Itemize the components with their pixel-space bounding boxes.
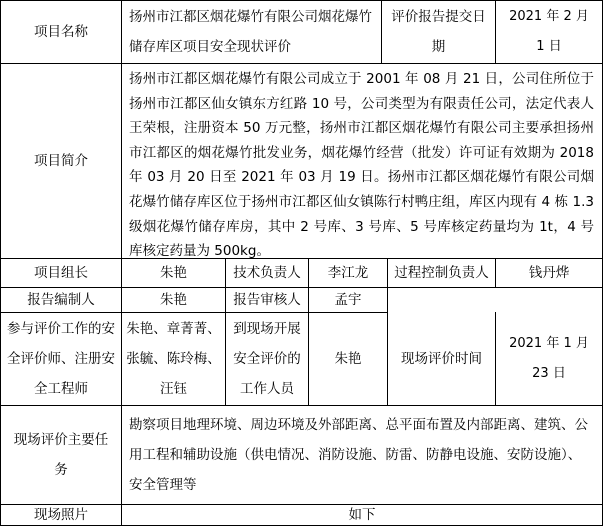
photos-value: 如下 bbox=[348, 507, 376, 523]
photos-label: 现场照片 bbox=[34, 507, 88, 523]
onsite-staff-value: 朱艳 bbox=[334, 351, 362, 367]
process-value: 钱丹烨 bbox=[528, 265, 570, 281]
leader-label: 项目组长 bbox=[34, 265, 88, 281]
project-name-label: 项目名称 bbox=[34, 24, 88, 40]
intro-text: 扬州市江都区烟花爆竹有限公司成立于 2001 年 08 月 21 日，公司住所位于扬州市江都区仙女镇东方红路 10 号，公司类型为有限责任公司，法定代表人王荣根，注册资本 50 万元整，扬州市江都区烟花爆竹有限公司主要承担扬州市江都区的烟花爆竹批发业务，烟花爆竹经营（批发）许可证有效期为 2018 年 03 月 20 日至 2021 年 03 月 19 日。扬州市江都区烟花爆竹有限公司烟花爆竹储存库区位于扬州市江都区仙女镇陈行村鸭庄组，库区内现有 4 栋 1.3 级烟花爆竹储存库房，其中 2 号库、3 号库、5 号库核定药量均为 1t，4 号库核定药量为 500kg。 bbox=[129, 71, 594, 260]
leader-value: 朱艳 bbox=[160, 265, 187, 281]
reviewer-label: 报告审核人 bbox=[233, 292, 301, 308]
tech-label: 技术负责人 bbox=[233, 265, 301, 281]
reviewer-value: 孟宇 bbox=[334, 292, 362, 308]
process-label: 过程控制负责人 bbox=[394, 265, 489, 281]
tech-value: 李江龙 bbox=[327, 265, 369, 281]
report-date-label: 评价报告提交日期 bbox=[391, 9, 486, 55]
report-date-value: 2021 年 2 月 1 日 bbox=[509, 9, 589, 54]
author-label: 报告编制人 bbox=[27, 292, 95, 308]
onsite-staff-label: 到现场开展安全评价的工作人员 bbox=[233, 321, 301, 397]
author-value: 朱艳 bbox=[160, 292, 187, 308]
evaluators-value: 朱艳、章菁菁、张毓、陈玲梅、汪钰 bbox=[126, 321, 221, 397]
onsite-time-value: 2021 年 1 月 23 日 bbox=[509, 336, 589, 381]
intro-label: 项目简介 bbox=[34, 153, 88, 169]
tasks-text: 勘察项目地理环境、周边环境及外部距离、总平面布置及内部距离、建筑、公用工程和辅助设施（供电情况、消防设施、防雷、防静电设施、安防设施）、安全管理等 bbox=[129, 417, 588, 493]
evaluators-label: 参与评价工作的安全评价师、注册安全工程师 bbox=[7, 321, 115, 397]
tasks-label: 现场评价主要任务 bbox=[13, 432, 109, 478]
onsite-time-label: 现场评价时间 bbox=[401, 351, 482, 367]
project-name-value: 扬州市江都区烟花爆竹有限公司烟花爆竹储存库区项目安全现状评价 bbox=[129, 9, 372, 55]
